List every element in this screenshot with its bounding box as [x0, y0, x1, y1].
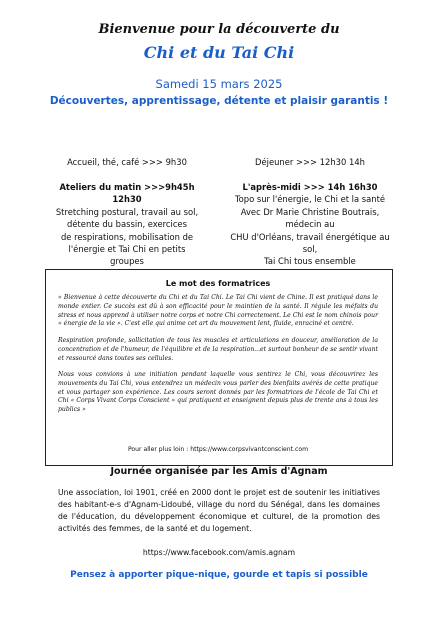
event-date: Samedi 15 mars 2025 [155, 77, 283, 91]
welcome-time: Accueil, thé, café >>> 9h30 [67, 157, 187, 167]
trainers-paragraph: Respiration profonde, sollicitation de tous les muscles et articulations en douceur, amélioration de la concentration et de l'humeur, de l'équilibre et de la respiration...et surtout bonheur de se sentir vivant et ressourcé dans toutes ses cellules. [58, 337, 378, 362]
morning-line: de respirations, mobilisation de [60, 231, 194, 242]
trainers-title: Le mot des formatrices [165, 279, 271, 288]
morning-line: détente du bassin, exercices [67, 219, 187, 230]
event-title: Chi et du Tai Chi [143, 43, 295, 62]
lunch-time: Déjeuner >>> 12h30 14h [255, 157, 365, 167]
morning-line: Stretching postural, travail au sol, [55, 206, 199, 217]
schedule-right [230, 156, 390, 168]
event-tagline: Découvertes, apprentissage, détente et plaisir garantis ! [49, 95, 389, 107]
bring-reminder: Pensez à apporter pique-nique, gourde et tapis si possible [70, 570, 368, 580]
morning-workshops-head: Ateliers du matin >>>9h45h 12h30 [59, 182, 195, 205]
schedule-left [52, 156, 202, 168]
organizer-description: Une association, loi 1901, créé en 2000 dont le projet est de soutenir les initiatives des habitant-e-s d'Agnam-Lidoubé, village du nord du Sénégal, dans les domaines de l'éducation, du développement économique et culturel, de la promotion des activités des femmes, de la santé et du logement. [58, 488, 380, 533]
morning-workshops [52, 181, 202, 268]
trainers-paragraph: « Bienvenue à cette découverte du Chi et du Tai Chi. Le Tai Chi vient de Chine. Il est pratiqué dans le monde entier. Ce succès est dû à son efficacité pour le maintien de la santé. Il régule les méfaits du stress et nous apprend à utiliser notre corps et notre Chi correctement. Le Chi est le nom chinois pour « énergie de la vie ». C'est elle qui anime cet art du mouvement lent, fluide, enraciné et centré. [58, 294, 378, 328]
organizer-title: Journée organisée par les Amis d'Agnam [110, 466, 328, 477]
afternoon-line: Topo sur l'énergie, le Chi et la santé [234, 194, 386, 205]
afternoon-session [230, 181, 390, 268]
afternoon-line: Avec Dr Marie Christine Boutrais, médecin au [240, 206, 380, 230]
afternoon-line: CHU d'Orléans, travail énergétique au sol, [230, 231, 390, 255]
afternoon-head: L'après-midi >>> 14h 16h30 [242, 182, 378, 192]
afternoon-line: Tai Chi tous ensemble [264, 256, 356, 267]
trainers-paragraph: Nous vous convions à une initiation pendant laquelle vous sentirez le Chi, vous découvrirez les mouvements du Tai Chi, vous entendrez un médecin vous parler des bienfaits avérés de cette pratique et vous partager son expérience. Les cours seront donnés par les formatrices de l'école de Tai Chi et Chi « Corps Vivant Corps Conscient » qui pratiquent et enseignent depuis plus de trente ans à tous les publics » [58, 371, 378, 414]
welcome-title: Bienvenue pour la découverte du [98, 22, 340, 37]
trainers-more-info[interactable]: Pour aller plus loin : https://www.corpsvivantconscient.com [127, 446, 309, 453]
morning-line: l'énergie et Tai Chi en petits groupes [68, 244, 186, 267]
facebook-link[interactable]: https://www.facebook.com/amis.agnam [142, 548, 296, 557]
